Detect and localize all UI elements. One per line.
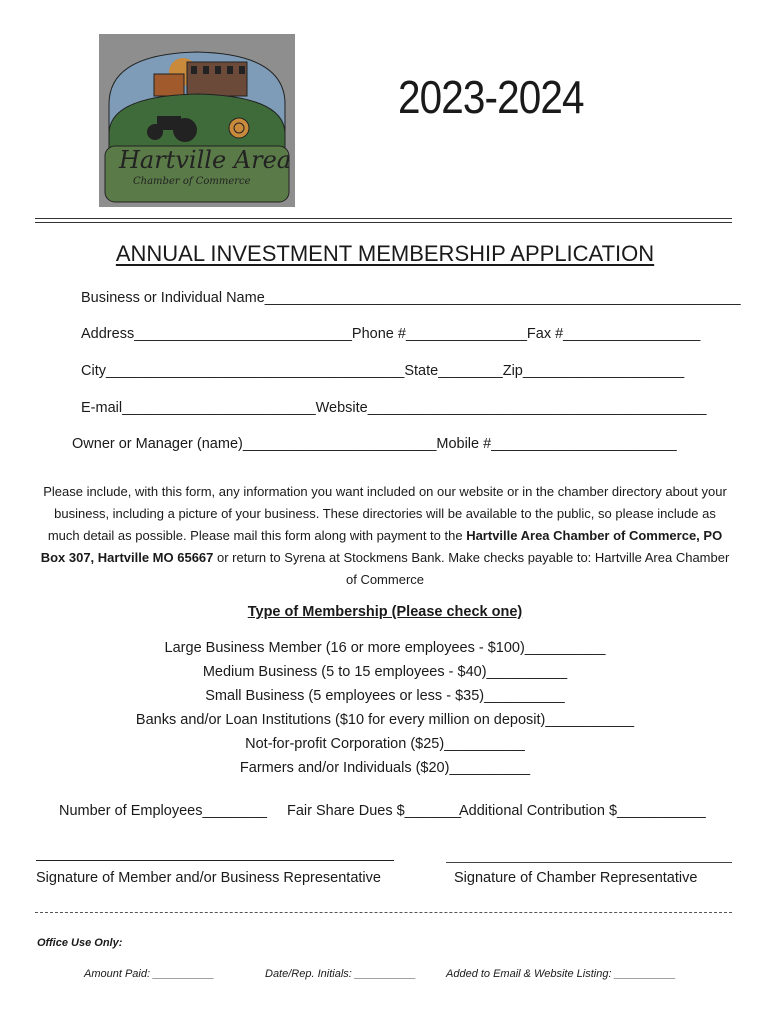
office-use-heading [37, 937, 122, 949]
chamber-logo [99, 34, 295, 207]
owner-mobile-field[interactable]: Owner or Manager (name)________________________Mobile #_______________________ [72, 436, 677, 452]
logo-subtext: Chamber of Commerce [133, 176, 251, 187]
divider-bottom [35, 222, 732, 223]
instructions-payable: or return to Syrena at Stockmens Bank. Make checks payable to: Hartville Area Chamber of Commerce [213, 550, 730, 587]
membership-type-title: Type of Membership (Please check one) [247, 604, 523, 620]
membership-option-small[interactable]: Small Business (5 employees or less - $35)__________ [205, 688, 565, 704]
fair-share-dues-field[interactable] [287, 803, 461, 819]
office-divider [35, 912, 732, 913]
email-website-field[interactable]: E-mail________________________Website__________________________________________ [81, 400, 707, 416]
office-use-label: Office Use Only: [37, 937, 123, 949]
additional-contribution-field[interactable] [459, 803, 706, 819]
year-heading: 2023-2024 [398, 71, 584, 123]
email-listing-field[interactable]: Added to Email & Website Listing: __________ [446, 968, 676, 980]
membership-option-nonprofit[interactable]: Not-for-profit Corporation ($25)__________ [245, 736, 525, 752]
business-name-field[interactable]: Business or Individual Name___________________________________________________________ [81, 290, 741, 306]
membership-option-large[interactable]: Large Business Member (16 or more employees - $100)__________ [164, 640, 606, 656]
membership-option-farmers[interactable]: Farmers and/or Individuals ($20)__________ [239, 760, 531, 776]
fair-share-label: Fair Share Dues [287, 803, 393, 819]
chamber-signature-line[interactable] [446, 862, 732, 863]
additional-blank[interactable]: $___________ [608, 803, 706, 819]
logo-text: Hartville Area [119, 146, 292, 174]
instructions-text: Please include, with this form, any information you want included on our website or in the chamber directory about your business, including a picture of your business. These directories will be available to the public, so please include as much detail as possible. Please mail this form along with payment to the [43, 484, 727, 543]
membership-option-medium[interactable]: Medium Business (5 to 15 employees - $40)__________ [202, 664, 568, 680]
city-state-zip-field[interactable]: City_____________________________________State________Zip____________________ [81, 363, 685, 379]
member-signature-label: Signature of Member and/or Business Representative [36, 870, 381, 886]
chamber-signature-label: Signature of Chamber Representative [454, 870, 698, 886]
member-signature-line[interactable] [36, 860, 394, 861]
additional-label: Additional Contribution [459, 803, 605, 819]
address-phone-fax-field[interactable]: Address___________________________Phone #_______________Fax #_________________ [81, 326, 701, 342]
membership-option-banks[interactable]: Banks and/or Loan Institutions ($10 for every million on deposit)___________ [135, 712, 635, 728]
amount-paid-field[interactable]: Amount Paid: __________ [84, 968, 215, 980]
date-initials-field[interactable]: Date/Rep. Initials: __________ [265, 968, 417, 980]
instructions-address: Hartville Area Chamber of Commerce, PO Box 307, Hartville MO 65667 [40, 528, 723, 565]
instructions-paragraph [40, 481, 730, 591]
divider-top [35, 218, 732, 219]
form-title: ANNUAL INVESTMENT MEMBERSHIP APPLICATION [115, 241, 655, 266]
employees-field[interactable]: Number of Employees________ [59, 803, 267, 819]
fair-share-blank[interactable]: $_______ [396, 803, 462, 819]
